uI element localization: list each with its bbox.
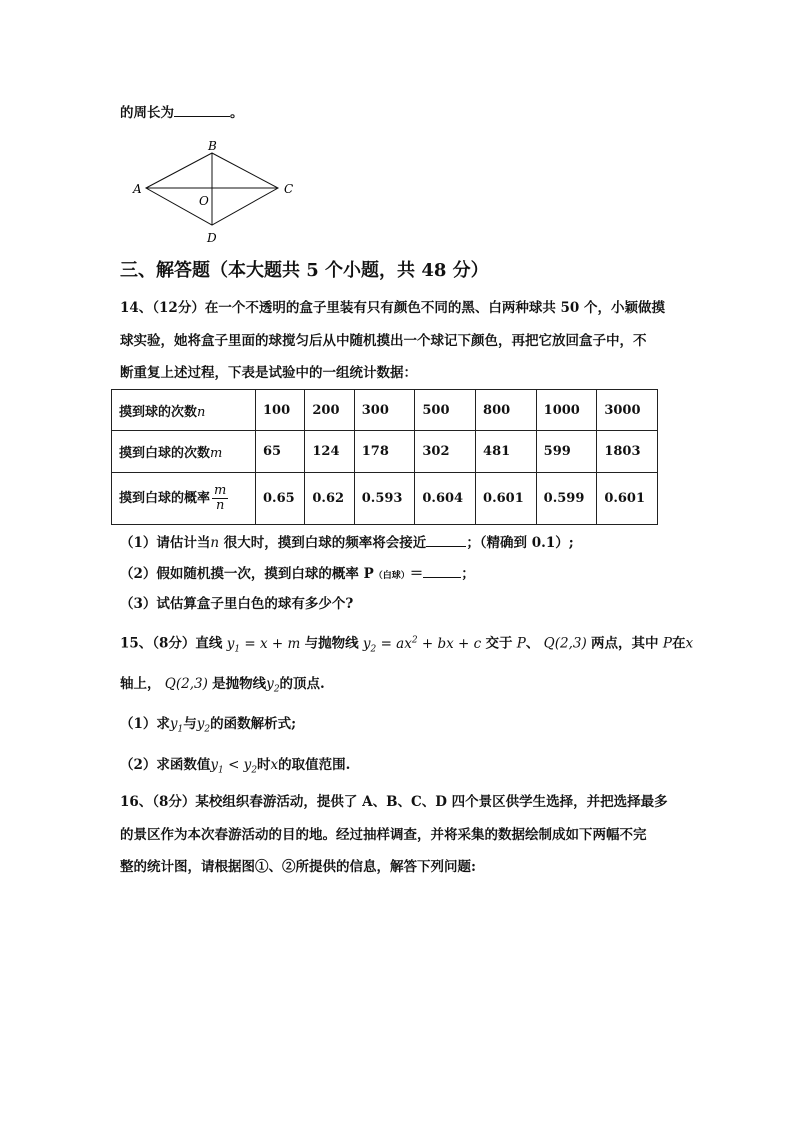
table-cell: 0.62 <box>305 473 354 525</box>
fraction-m-over-n: $\frac{m}{n}$ <box>214 483 227 513</box>
q15-sub2: （2）求函数值$y_1 < y_2$时x的取值范围. <box>120 757 351 776</box>
table-header-cell: 摸到球的次数n <box>112 390 256 431</box>
table-header-cell: 摸到白球的概率 $\frac{m}{n}$ <box>112 473 256 525</box>
table-cell: 599 <box>536 431 597 473</box>
statistics-table <box>111 389 658 525</box>
table-cell: 300 <box>354 390 415 431</box>
table-cell: 302 <box>415 431 476 473</box>
table-cell: 0.65 <box>256 473 305 525</box>
table-cell: 124 <box>305 431 354 473</box>
q16-line2: 的景区作为本次春游活动的目的地。经过抽样调查，并将采集的数据绘制成如下两幅不完 <box>120 827 647 843</box>
table-cell: 1000 <box>536 390 597 431</box>
table-cell: 200 <box>305 390 354 431</box>
q14-sub3: （3）试估算盒子里白色的球有多少个? <box>120 596 354 612</box>
table-cell: 0.601 <box>597 473 658 525</box>
q14-sub2: （2）假如随机摸一次，摸到白球的概率 P（白球）＝ ； <box>120 563 475 586</box>
q15-sub1: （1）求$y_1$与$y_2$的函数解析式; <box>120 716 297 735</box>
answer-blank[interactable] <box>423 563 461 578</box>
q14-sub1: （1）请估计当n 很大时，摸到白球的频率将会接近 ；（精确到 0.1）; <box>120 532 574 553</box>
eq-line: $y_1 = x + m$ <box>226 635 301 655</box>
eq-parabola: $y_2 = ax^2$ + bx + c <box>362 635 482 655</box>
table-cell: 178 <box>354 431 415 473</box>
q14-line3: 断重复上述过程，下表是试验中的一组统计数据： <box>120 365 417 381</box>
label-o: O <box>199 194 209 208</box>
table-header-cell: 摸到白球的次数m <box>112 431 256 473</box>
q15-line1: 15、（8分）直线 $y_1 = x + m$ 与抛物线 $y_2 = ax^2$ + bx + c 交于 P、 Q(2,3) 两点，其中 P在x <box>120 635 694 655</box>
table-cell: 481 <box>476 431 537 473</box>
label-c: C <box>284 182 294 196</box>
var-m: m <box>210 446 223 461</box>
table-cell: 0.593 <box>354 473 415 525</box>
q16-line1: 16、（8分）某校组织春游活动，提供了 A、B、C、D 四个景区供学生选择，并把选择最多 <box>120 794 668 810</box>
point-q: Q(2,3) <box>543 635 587 652</box>
answer-blank[interactable] <box>426 532 466 547</box>
table-row-p <box>112 473 658 525</box>
table-row-n <box>112 390 658 431</box>
var-n: n <box>197 404 206 420</box>
table-cell: 65 <box>256 431 305 473</box>
q14-line1: 14、（12分）在一个不透明的盒子里装有只有颜色不同的黑、白两种球共 50 个，小颖做摸 <box>120 300 666 316</box>
table-cell: 0.599 <box>536 473 597 525</box>
table-cell: 3000 <box>597 390 658 431</box>
answer-blank[interactable] <box>174 102 230 117</box>
intro-suffix: 。 <box>230 105 244 121</box>
intro-line <box>120 102 244 123</box>
rhombus-diagram <box>126 138 306 248</box>
table-row-m <box>112 431 658 473</box>
section-heading: 三、解答题（本大题共 5 个小题，共 48 分） <box>120 260 489 281</box>
intro-prefix: 的周长为 <box>120 105 174 121</box>
table-cell: 800 <box>476 390 537 431</box>
label-b: B <box>208 139 217 153</box>
table-cell: 0.601 <box>476 473 537 525</box>
label-a: A <box>133 182 142 196</box>
q16-line3: 整的统计图，请根据图①、②所提供的信息，解答下列问题: <box>120 859 476 875</box>
table-cell: 100 <box>256 390 305 431</box>
table-cell: 1803 <box>597 431 658 473</box>
label-d: D <box>207 231 217 245</box>
q15-line2: 轴上， Q(2,3) 是抛物线$y_2$的顶点. <box>120 676 325 695</box>
q14-line2: 球实验，她将盒子里面的球搅匀后从中随机摸出一个球记下颜色，再把它放回盒子中，不 <box>120 333 647 349</box>
table-cell: 500 <box>415 390 476 431</box>
table-cell: 0.604 <box>415 473 476 525</box>
